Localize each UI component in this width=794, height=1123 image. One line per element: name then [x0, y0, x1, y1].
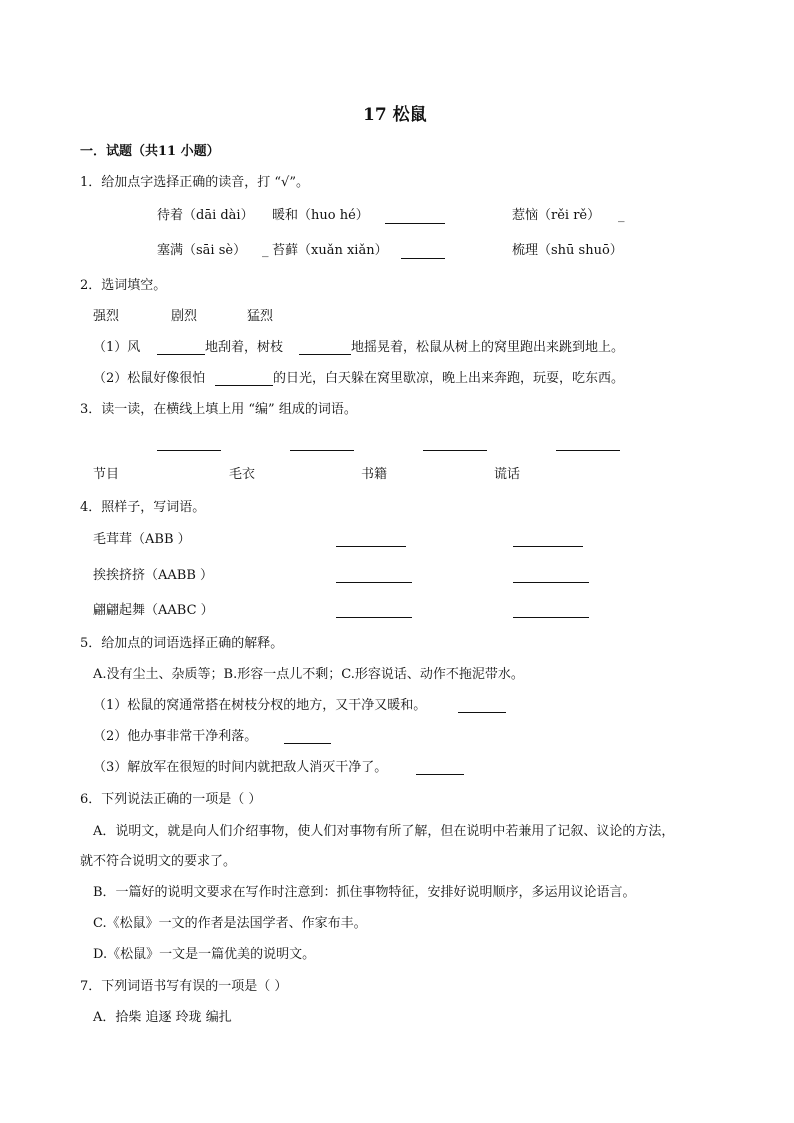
q2-sentence-2-part-a: （2）松鼠好像很怕 [93, 371, 206, 386]
q6-stem: 6．下列说法正确的一项是（ ） [80, 792, 262, 807]
q2-sentence-2-part-b: 的日光，白天躲在窝里歇凉，晚上出来奔跑，玩耍，吃东西。 [273, 371, 625, 386]
q4-row-1-blank-2[interactable] [513, 546, 583, 547]
q5-stem: 5．给加点的词语选择正确的解释。 [80, 636, 284, 651]
q3-word-3: 书籍 [361, 467, 388, 482]
q6-option-d: D.《松鼠》一文是一篇优美的说明文。 [93, 947, 316, 962]
q7-option-a: A．拾柴 追逐 玲珑 编扎 [93, 1010, 232, 1025]
q4-row-2-blank-2[interactable] [513, 582, 589, 583]
q5-sentence-1: （1）松鼠的窝通常搭在树枝分杈的地方，又干净又暖和。 [93, 698, 427, 713]
q4-row-3-blank-1[interactable] [336, 617, 412, 618]
q5-sentence-3: （3）解放军在很短的时间内就把敌人消灭干净了。 [93, 760, 388, 775]
q1-item-1: 待着（dāi dài） [157, 208, 254, 223]
q1-answer-blank-2[interactable] [401, 258, 445, 259]
q2-word-1: 强烈 [93, 309, 120, 324]
q2-sentence-1-part-b: 地刮着，树枝 [205, 340, 284, 355]
q2-word-2: 剧烈 [171, 309, 198, 324]
q5-blank-3[interactable] [416, 774, 464, 775]
q4-row-3-blank-2[interactable] [513, 617, 589, 618]
q2-blank-3[interactable] [215, 385, 273, 386]
q6-option-a-line-1: A．说明文，就是向人们介绍事物，使人们对事物有所了解，但在说明中若兼用了记叙、议论的方法， [93, 824, 675, 839]
q2-word-3: 猛烈 [247, 309, 274, 324]
q5-blank-2[interactable] [284, 743, 331, 744]
q2-blank-2[interactable] [299, 354, 351, 355]
q3-word-4: 谎话 [494, 467, 521, 482]
q6-option-a-line-2: 就不符合说明文的要求了。 [80, 854, 237, 869]
q7-stem: 7．下列词语书写有误的一项是（ ） [80, 979, 288, 994]
q3-blank-4[interactable] [556, 450, 620, 451]
q5-sentence-2: （2）他办事非常干净利落。 [93, 729, 258, 744]
q4-row-2-blank-1[interactable] [336, 582, 412, 583]
q4-row-3: 翩翩起舞（AABC ） [93, 603, 214, 618]
q3-blank-2[interactable] [290, 450, 354, 451]
q1-item-3-tail: _ [618, 208, 625, 223]
q4-row-1-blank-1[interactable] [336, 546, 406, 547]
q1-item-2: 暖和（huo hé） [272, 208, 369, 223]
q1-answer-blank-1[interactable] [385, 223, 445, 224]
q3-word-1: 节目 [93, 467, 120, 482]
section-heading: 一．试题（共11 小题） [80, 144, 220, 159]
q5-options: A.没有尘土、杂质等；B.形容一点儿不剩；C.形容说话、动作不拖泥带水。 [93, 667, 524, 682]
q5-blank-1[interactable] [458, 712, 506, 713]
page-title: 17 松鼠 [363, 105, 427, 125]
q2-sentence-1-part-c: 地摇晃着，松鼠从树上的窝里跑出来跳到地上。 [351, 340, 625, 355]
q1-item-6: 梳理（shū shuō） [512, 243, 623, 258]
q4-row-1: 毛茸茸（ABB ） [93, 532, 191, 547]
q1-item-4-tail: _ [262, 243, 269, 258]
q4-stem: 4．照样子，写词语。 [80, 500, 206, 515]
q1-item-5: 苔藓（xuǎn xiǎn） [272, 243, 388, 258]
q6-option-b: B．一篇好的说明文要求在写作时注意到：抓住事物特征，安排好说明顺序，多运用议论语言。 [93, 885, 636, 900]
q3-blank-3[interactable] [423, 450, 487, 451]
q1-stem: 1．给加点字选择正确的读音，打 “√”。 [80, 175, 309, 190]
q6-option-c: C.《松鼠》一文的作者是法国学者、作家布丰。 [93, 916, 367, 931]
q3-stem: 3．读一读，在横线上填上用 “编” 组成的词语。 [80, 402, 357, 417]
q2-blank-1[interactable] [157, 354, 205, 355]
q2-sentence-1-part-a: （1）风 [93, 340, 141, 355]
q2-stem: 2．选词填空。 [80, 278, 167, 293]
q3-blank-1[interactable] [157, 450, 221, 451]
q3-word-2: 毛衣 [229, 467, 256, 482]
q1-item-4: 塞满（sāi sè） [157, 243, 247, 258]
q1-item-3: 惹恼（rěi rě） [512, 208, 601, 223]
q4-row-2: 挨挨挤挤（AABB ） [93, 568, 214, 583]
